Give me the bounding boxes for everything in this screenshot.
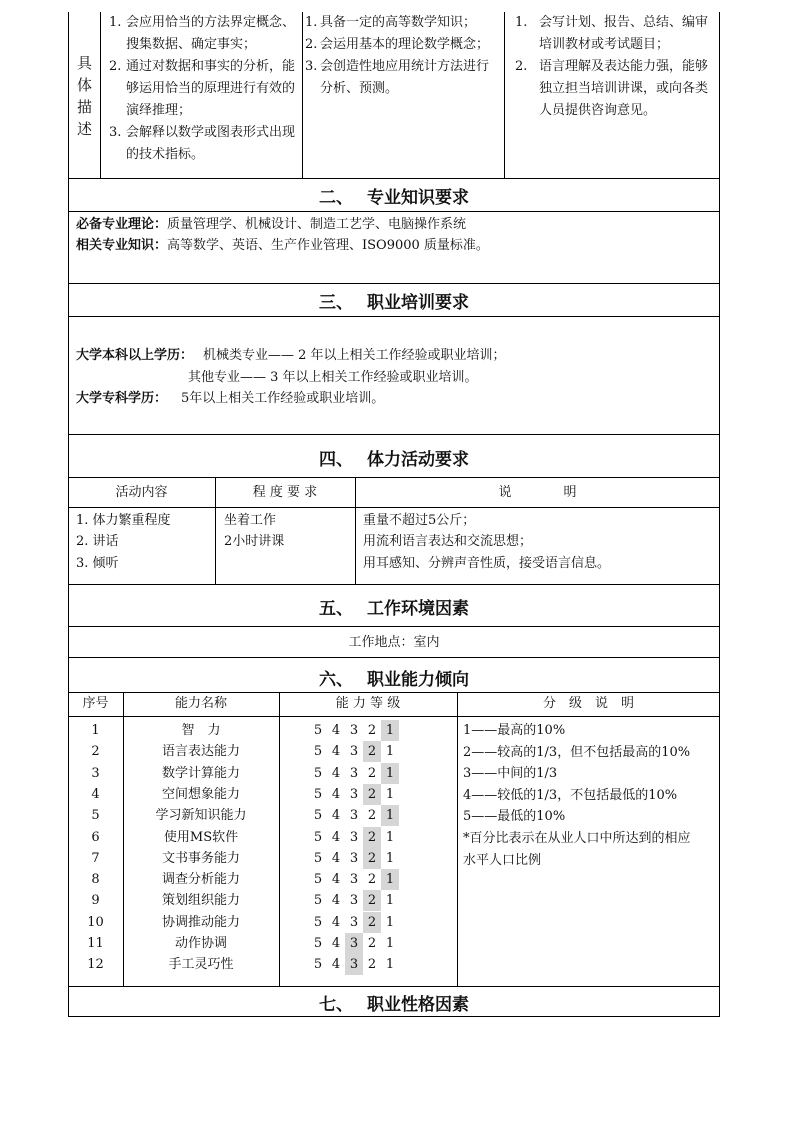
level-mark: 5 [313,893,323,909]
level-mark-selected: 1 [381,720,399,741]
level-mark: 4 [331,829,341,845]
ability-name: 智 力 [181,723,221,738]
level-mark: 4 [331,723,341,738]
level-mark: 3 [349,765,359,781]
header-activity: 活动内容 [115,485,168,500]
level-mark: 3 [349,744,359,760]
ability-level-scale [309,784,399,805]
ability-no: 5 [91,808,100,824]
grading-line: 水平人口比例 [463,852,542,868]
grading-line: 3——中间的1/3 [463,766,558,782]
list-item: 2. 通过对数据和事实的分析，能够运用恰当的原理进行有效的演绎推理； [109,59,296,118]
ability-no: 11 [87,936,104,951]
list-item: 2. 语言理解及表达能力强，能够独立担当培训讲课，或向各类人员提供咨询意见。 [515,59,709,118]
ability-name: 数学计算能力 [161,765,240,781]
ability-name: 动作协调 [174,936,227,951]
section-6-title: 六、 职业能力倾向 [319,670,469,690]
ability-name: 使用MS软件 [163,829,239,845]
level-mark: 5 [313,744,323,760]
list-item: 3. 会创造性地应用统计方法进行分析、预测。 [305,59,490,96]
header-note: 说 明 [498,485,577,500]
ability-name: 语言表达能力 [161,744,240,760]
ability-level-scale [309,933,399,954]
ability-name: 学习新知识能力 [155,808,247,824]
level-mark: 4 [331,808,341,824]
list-item: 1. 会应用恰当的方法界定概念、搜集数据、确定事实； [109,15,296,52]
level-mark: 3 [349,850,359,866]
level-mark: 4 [331,850,341,866]
level-mark: 5 [313,850,323,866]
list-item: 3. 会解释以数学或图表形式出现的技术指标。 [109,125,296,162]
level-mark: 2 [367,808,377,824]
header-degree: 程 度 要 求 [252,485,318,500]
ability-level-scale [309,869,399,890]
ability-no: 3 [91,765,100,781]
level-mark: 3 [349,808,359,824]
ability-no: 2 [91,744,100,760]
ability-level-scale [309,890,399,911]
related-knowledge: 相关专业知识：高等数学、英语、生产作业管理、ISO9000 质量标准。 [76,238,489,253]
ability-no: 8 [91,872,100,888]
ability-level-scale [309,848,399,869]
list-item: 2. 会运用基本的理论数学概念； [305,37,490,52]
level-mark-selected: 1 [381,763,399,784]
divider [68,316,720,317]
note-item: 重量不超过5公斤； [363,513,476,528]
level-mark: 4 [331,765,341,781]
ability-level-scale [309,741,399,762]
level-mark: 2 [367,936,377,951]
level-mark-selected: 2 [363,827,381,848]
level-mark-selected: 3 [345,954,363,975]
level-mark-selected: 1 [381,869,399,890]
physical-activity-table [68,477,720,584]
level-mark: 4 [331,872,341,888]
ability-name: 空间想象能力 [161,786,240,802]
level-mark: 5 [313,936,323,951]
header-ability: 能力名称 [174,696,227,711]
header-grading: 分 级 说 明 [542,696,634,711]
list-item: 1. 会写计划、报告、总结、编审培训教材或考试题目； [515,15,709,52]
section-5-title: 五、 工作环境因素 [319,599,469,619]
divider [68,211,720,212]
ability-name: 文书事务能力 [161,850,240,866]
level-mark: 2 [367,765,377,781]
header-no: 序号 [82,696,109,711]
level-mark-selected: 2 [363,912,381,933]
ability-level-scale [309,763,399,784]
level-mark: 5 [313,786,323,802]
required-theory: 必备专业理论：质量管理学、机械设计、制造工艺学、电脑操作系统 [76,217,467,232]
level-mark: 5 [313,872,323,888]
ability-level-scale [309,954,399,975]
level-mark-selected: 3 [345,933,363,954]
level-mark: 3 [349,829,359,845]
ability-no: 1 [91,723,100,738]
level-mark: 3 [349,872,359,888]
level-mark: 1 [385,936,395,951]
level-mark: 2 [367,872,377,888]
training-other: 其他专业—— 3 年以上相关工作经验或职业培训。 [188,370,478,385]
level-mark: 4 [331,744,341,760]
grading-line: *百分比表示在从业人口中所达到的相应 [463,831,691,846]
level-mark-selected: 2 [363,848,381,869]
training-bachelor: 大学本科以上学历： 机械类专业—— 2 年以上相关工作经验或职业培训； [76,348,506,363]
ability-no: 12 [87,957,104,973]
detail-description-table [68,12,720,179]
grading-line: 5——最低的10% [463,809,566,825]
level-mark: 4 [331,893,341,909]
activity-item: 1. 体力繁重程度 [76,513,171,528]
ability-level-scale [309,805,399,826]
level-mark: 5 [313,765,323,781]
level-mark: 1 [385,786,395,802]
grading-line: 1——最高的10% [463,723,566,738]
ability-no: 4 [91,786,100,802]
level-mark: 1 [385,893,395,909]
level-mark: 5 [313,957,323,973]
header-level: 能 力 等 级 [335,696,401,711]
grading-line: 4——较低的1/3，不包括最低的10% [463,787,678,803]
degree-item: 坐着工作 [224,513,277,528]
activity-item: 3. 倾听 [76,556,119,571]
ability-table [68,692,720,986]
level-mark: 3 [349,914,359,930]
degree-item: 2小时讲课 [224,534,285,549]
work-location: 工作地点：室内 [348,635,440,650]
level-mark: 3 [349,786,359,802]
note-item: 用耳感知、分辨声音性质，接受语言信息。 [363,556,611,571]
ability-no: 10 [87,914,104,930]
level-mark: 1 [385,850,395,866]
section-4-title: 四、 体力活动要求 [319,450,469,470]
level-mark: 3 [349,723,359,738]
detail-column-1 [105,12,297,166]
level-mark: 4 [331,786,341,802]
detail-label: 具 体 描 述 [76,54,92,138]
ability-name: 策划组织能力 [161,893,240,909]
ability-level-scale [309,720,399,741]
level-mark-selected: 2 [363,741,381,762]
activity-item: 2. 讲话 [76,534,119,549]
level-mark: 2 [367,957,377,973]
level-mark: 5 [313,723,323,738]
level-mark: 4 [331,914,341,930]
level-mark-selected: 2 [363,890,381,911]
ability-name: 协调推动能力 [161,914,240,930]
detail-column-2 [303,12,501,100]
level-mark: 4 [331,936,341,951]
level-mark-selected: 2 [363,784,381,805]
level-mark-selected: 1 [381,805,399,826]
level-mark: 1 [385,829,395,845]
level-mark: 4 [331,957,341,973]
training-college: 大学专科学历： 5年以上相关工作经验或职业培训。 [76,391,385,406]
ability-level-scale [309,912,399,933]
ability-no: 9 [91,893,100,909]
level-mark: 5 [313,914,323,930]
grading-line: 2——较高的1/3，但不包括最高的10% [463,744,691,760]
level-mark: 5 [313,808,323,824]
level-mark: 1 [385,914,395,930]
section-3-title: 三、 职业培训要求 [319,293,469,313]
note-item: 用流利语言表达和交流思想； [363,534,533,549]
level-mark: 5 [313,829,323,845]
level-mark: 3 [349,893,359,909]
list-item: 1. 具备一定的高等数学知识； [305,15,477,30]
ability-name: 调查分析能力 [161,872,240,888]
level-mark: 1 [385,744,395,760]
detail-column-3 [511,12,715,122]
ability-no: 7 [91,850,100,866]
section-2-title: 二、 专业知识要求 [319,188,469,208]
ability-level-scale [309,827,399,848]
level-mark: 1 [385,957,395,973]
ability-name: 手工灵巧性 [168,957,234,973]
section-7-title: 七、 职业性格因素 [319,995,469,1015]
level-mark: 2 [367,723,377,738]
ability-no: 6 [91,829,100,845]
divider [68,626,720,627]
